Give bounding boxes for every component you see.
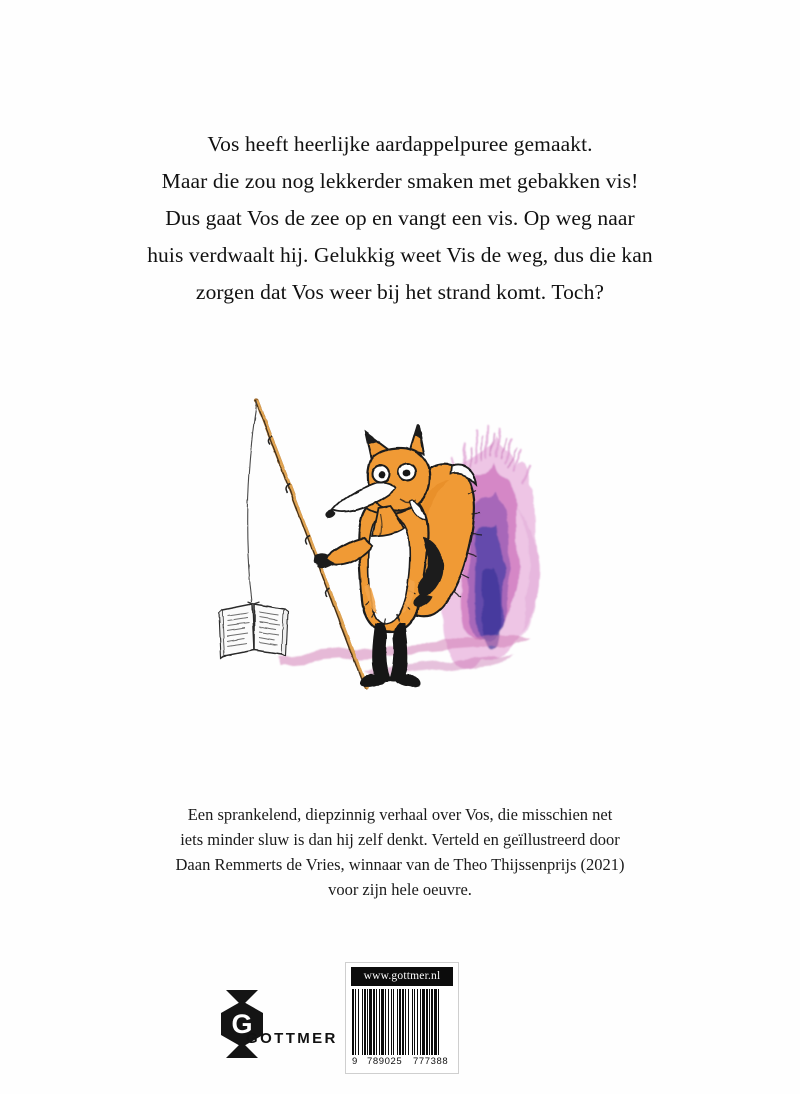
fishing-line [247, 402, 257, 602]
publisher-wordmark: GOTTMER [246, 1030, 338, 1047]
blurb-line: Vos heeft heerlijke aardappelpuree gemaakt. [207, 132, 593, 156]
hanging-book [219, 602, 288, 658]
blurb-line: zorgen dat Vos weer bij het strand komt. Toch? [195, 280, 605, 304]
barcode-digit-group-1: 789025 [367, 1056, 403, 1067]
gottmer-logo-letter: G [231, 1009, 253, 1039]
publisher-url: www.gottmer.nl [351, 967, 453, 986]
description-line: voor zijn hele oeuvre. [328, 880, 472, 899]
barcode-digit-group-2: 777388 [413, 1056, 449, 1067]
barcode-bar [439, 989, 441, 1055]
gottmer-logo-icon [214, 988, 270, 1060]
description-line: Een sprankelend, diepzinnig verhaal over Vos, die misschien net [187, 805, 613, 824]
barcode-bars [352, 989, 452, 1055]
blurb-line: Maar die zou nog lekkerder smaken met gebakken vis! [161, 169, 639, 193]
blurb-line: huis verdwaalt hij. Gelukkig weet Vis de weg, dus die kan [147, 243, 653, 267]
blurb-text [80, 126, 720, 311]
fox-illustration [214, 388, 554, 718]
barcode-digit-prefix: 9 [352, 1056, 358, 1067]
publisher-logo [214, 988, 344, 1068]
barcode-digits [351, 1055, 453, 1069]
blurb-line: Dus gaat Vos de zee op en vangt een vis. Op weg naar [165, 206, 635, 230]
description-text [90, 802, 710, 902]
isbn-barcode [345, 962, 459, 1074]
description-line: iets minder sluw is dan hij zelf denkt. Verteld en geïllustreerd door [180, 830, 620, 849]
description-line: Daan Remmerts de Vries, winnaar van de Theo Thijssenprijs (2021) [175, 855, 625, 874]
